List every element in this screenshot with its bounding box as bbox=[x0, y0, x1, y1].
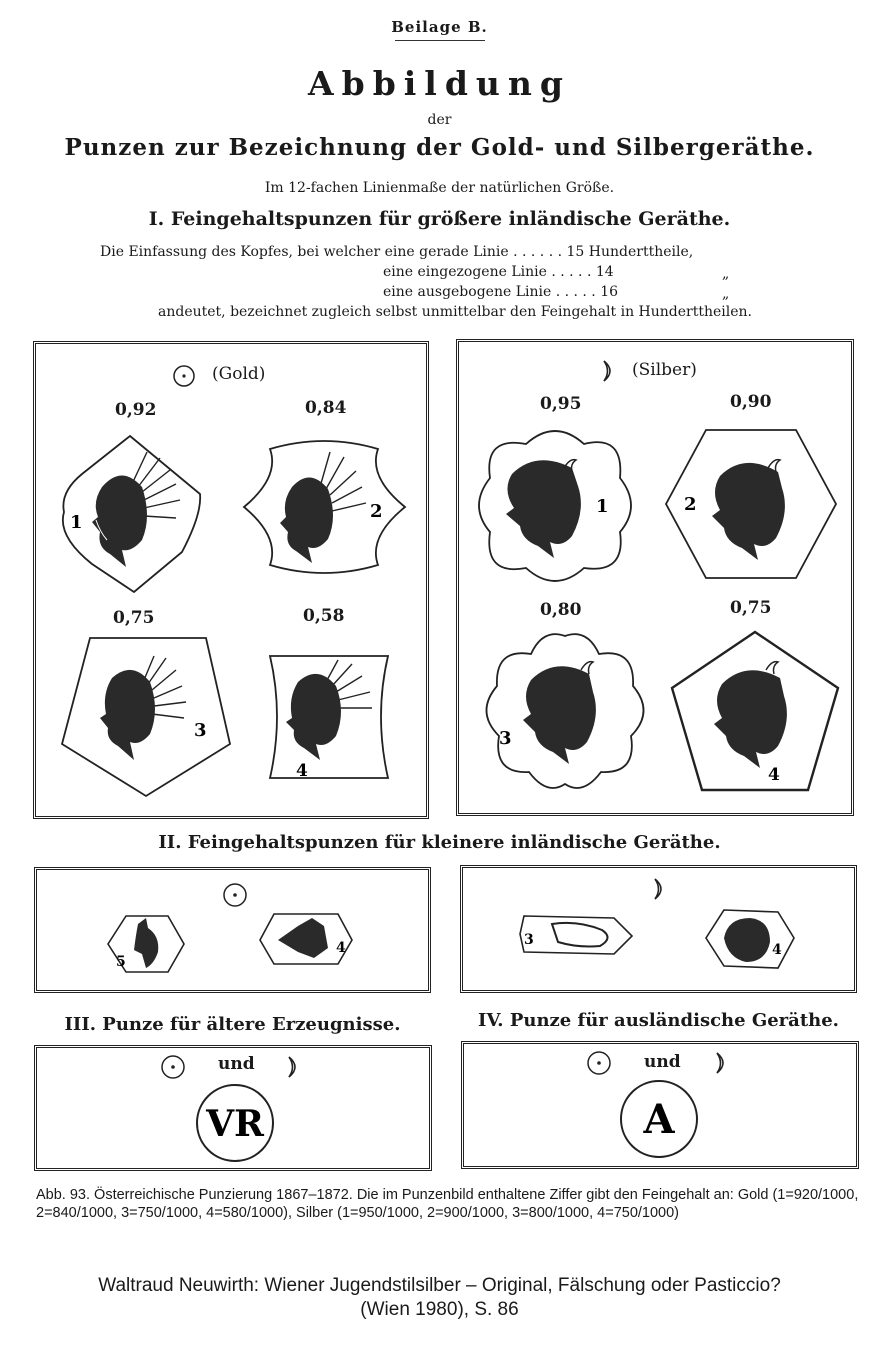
silver-label: (Silber) bbox=[632, 360, 697, 380]
silver-stamp-2 bbox=[664, 428, 838, 580]
lion-stamp bbox=[704, 908, 796, 970]
und-label-1: und bbox=[218, 1054, 255, 1074]
vr-monogram: VR bbox=[206, 1103, 264, 1145]
silver-digit-2: 2 bbox=[684, 494, 697, 515]
silver-stamp-1 bbox=[476, 428, 634, 584]
silver-value-2: 0,90 bbox=[730, 392, 772, 412]
silver-value-4: 0,75 bbox=[730, 598, 772, 618]
gold-digit-4: 4 bbox=[296, 761, 308, 781]
gold-sun-icon-4 bbox=[586, 1050, 612, 1076]
gold-value-1: 0,92 bbox=[115, 400, 157, 420]
svg-text:4: 4 bbox=[772, 942, 782, 958]
silver-stamp-4 bbox=[670, 630, 840, 792]
page-subtitle: Punzen zur Bezeichnung der Gold- und Silbergeräthe. bbox=[64, 134, 815, 161]
silver-value-3: 0,80 bbox=[540, 600, 582, 620]
svg-text:3: 3 bbox=[524, 932, 534, 948]
gold-sun-icon-2 bbox=[222, 882, 248, 908]
gold-value-2: 0,84 bbox=[305, 398, 347, 418]
section-4-heading: IV. Punze für ausländische Geräthe. bbox=[478, 1010, 839, 1031]
gold-value-4: 0,58 bbox=[303, 606, 345, 626]
vr-monogram-stamp bbox=[194, 1082, 276, 1164]
a-monogram: A bbox=[643, 1096, 675, 1143]
desc-line-3: eine ausgebogene Linie . . . . . 16 bbox=[383, 284, 619, 300]
beilage-label: Beilage B. bbox=[391, 18, 488, 36]
gold-stamp-2 bbox=[240, 437, 410, 577]
title-der: der bbox=[427, 112, 452, 128]
silver-digit-3: 3 bbox=[499, 728, 512, 749]
ditto-mark-1: „ bbox=[722, 266, 730, 282]
page-title: Abbildung bbox=[308, 64, 571, 103]
divider bbox=[395, 40, 485, 41]
chamois-stamp bbox=[106, 914, 186, 974]
gold-value-3: 0,75 bbox=[113, 608, 155, 628]
gold-stamp-1 bbox=[52, 432, 207, 597]
silver-moon-icon-3 bbox=[284, 1054, 304, 1080]
svg-text:5: 5 bbox=[116, 954, 126, 970]
silver-digit-4: 4 bbox=[768, 765, 780, 785]
section-3-heading: III. Punze für ältere Erzeugnisse. bbox=[64, 1014, 401, 1035]
citation-line-1: Waltraud Neuwirth: Wiener Jugendstilsilber – Original, Fälschung oder Pasticcio? bbox=[98, 1275, 781, 1296]
gold-digit-2: 2 bbox=[370, 501, 383, 522]
svg-text:4: 4 bbox=[336, 940, 346, 956]
gold-sun-icon-3 bbox=[160, 1054, 186, 1080]
desc-line-1: Die Einfassung des Kopfes, bei welcher eine gerade Linie . . . . . . 15 Hunderttheile, bbox=[100, 244, 694, 260]
section-1-heading: I. Feingehaltspunzen für größere inländische Geräthe. bbox=[148, 208, 731, 230]
figure-caption: Abb. 93. Österreichische Punzierung 1867–1872. Die im Punzenbild enthaltene Ziffer gibt den Feingehalt an: Gold (1=920/1000, 2=840/1000, 3=750/1000, 4=580/1000), Silber (1=950/1000, 2=900/1000, 3=800/1000, 4=750/1000) bbox=[36, 1187, 859, 1221]
und-label-2: und bbox=[644, 1052, 681, 1072]
silver-value-1: 0,95 bbox=[540, 394, 582, 414]
ditto-mark-2: „ bbox=[722, 286, 730, 302]
gold-digit-1: 1 bbox=[70, 512, 83, 533]
gold-stamp-3 bbox=[60, 636, 232, 798]
goat-stamp bbox=[518, 914, 634, 956]
silver-moon-icon bbox=[598, 358, 620, 384]
citation-line-2: (Wien 1980), S. 86 bbox=[360, 1299, 519, 1320]
desc-line-4: andeutet, bezeichnet zugleich selbst unmittelbar den Feingehalt in Hunderttheilen. bbox=[158, 304, 753, 320]
scale-note: Im 12-fachen Linienmaße der natürlichen Größe. bbox=[264, 180, 615, 196]
wolf-stamp bbox=[258, 912, 354, 966]
silver-stamp-3 bbox=[483, 632, 647, 792]
gold-sun-icon bbox=[172, 364, 196, 388]
desc-line-2: eine eingezogene Linie . . . . . 14 bbox=[383, 264, 614, 280]
gold-label: (Gold) bbox=[212, 364, 266, 384]
gold-stamp-4 bbox=[266, 652, 392, 782]
section-2-heading: II. Feingehaltspunzen für kleinere inländische Geräthe. bbox=[158, 832, 721, 853]
silver-digit-1: 1 bbox=[596, 496, 609, 517]
silver-moon-icon-2 bbox=[650, 876, 670, 902]
citation bbox=[0, 1274, 879, 1322]
silver-moon-icon-4 bbox=[712, 1050, 732, 1076]
a-monogram-stamp bbox=[618, 1078, 700, 1160]
gold-digit-3: 3 bbox=[194, 720, 207, 741]
